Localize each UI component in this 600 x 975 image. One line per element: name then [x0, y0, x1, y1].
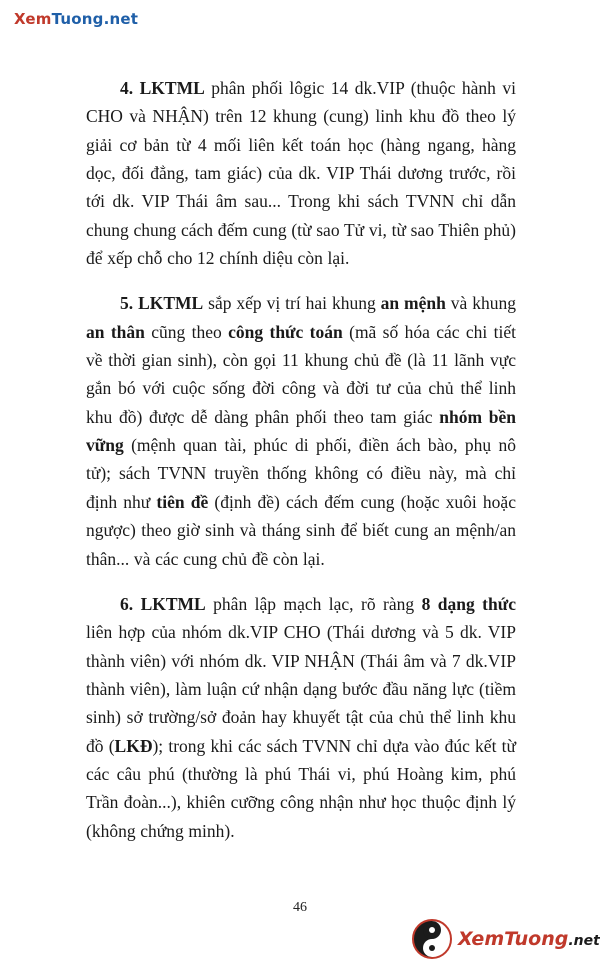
- emphasis-text: LKTML: [138, 293, 204, 314]
- body-text: (định đề) cách đếm cung (hoặc xuôi hoặc ngược) theo giờ sinh và tháng sinh để biết cung an mệnh/an thân... và các cung chủ đề còn lại.: [86, 491, 516, 569]
- logo-text: [458, 927, 600, 950]
- emphasis-text: nhóm bền vững: [86, 406, 516, 456]
- body-text: phân phối lôgic 14 dk.VIP (thuộc hành vi CHO và NHẬN) trên 12 khung (cung) linh khu đồ theo lý giải cơ bản từ 4 mối liên kết toán học (hàng ngang, hàng dọc, đối đẳng, tam giác) của dk. VIP Thái dương trước, rồi tới dk. VIP Thái âm sau... Trong khi sách TVNN chỉ dẫn chung chung cách đếm cung (từ sao Tử vi, từ sao Thiên phủ) để xếp chỗ cho 12 chính diệu còn lại.: [86, 78, 516, 269]
- body-text: sắp xếp vị trí hai khung: [203, 293, 381, 314]
- yinyang-icon: [412, 919, 452, 959]
- watermark-tuong: Tuong: [51, 10, 104, 28]
- emphasis-text: 4.: [120, 78, 140, 98]
- body-text: và khung: [445, 293, 516, 314]
- emphasis-text: LKTML: [140, 593, 206, 614]
- emphasis-text: 6.: [120, 593, 141, 614]
- emphasis-text: 5.: [120, 293, 139, 314]
- site-logo: [412, 916, 600, 962]
- body-text: ); trong khi các sách TVNN chỉ dựa vào đúc kết từ các câu phú (thường là phú Thái vi, phú Hoàng kim, phú Trần đoàn...), khiên cưỡng công nhận như học thuộc định lý (không chứng minh).: [86, 735, 516, 841]
- page-body: [86, 74, 516, 845]
- emphasis-text: LKTML: [139, 78, 205, 98]
- body-text: phân lập mạch lạc, rõ ràng: [205, 593, 422, 614]
- paragraph-6: [86, 590, 516, 845]
- body-text: (mệnh quan tài, phúc di phối, điền ách bào, phụ nô tử); sách TVNN truyền thống không có điều này, mà chỉ định như: [86, 435, 516, 512]
- paragraph-4: [86, 74, 516, 272]
- watermark-net: .net: [103, 10, 139, 28]
- page-number: 46: [293, 900, 307, 915]
- logo-xem: Xem: [458, 927, 505, 950]
- logo-tuong: Tuong: [504, 927, 569, 950]
- body-text: liên hợp của nhóm dk.VIP CHO (Thái dương và 5 dk. VIP thành viên) với nhóm dk. VIP NHẬN (Thái âm và 7 dk.VIP thành viên), làm luận cứ nhận dạng bước đầu năng lực (tiềm sinh) sở trường/sở đoản hay khuyết tật của chủ thể linh khu đồ (: [86, 622, 516, 756]
- emphasis-text: công thức toán: [228, 321, 343, 342]
- emphasis-text: tiên đề: [156, 491, 209, 512]
- logo-net: .net: [568, 932, 600, 949]
- emphasis-text: LKĐ: [114, 735, 153, 756]
- paragraph-5: [86, 289, 516, 572]
- yinyang-dot-light: [429, 927, 435, 933]
- body-text: cũng theo: [144, 321, 229, 342]
- watermark-top: [14, 10, 138, 28]
- body-text: (mã số hóa các chi tiết về thời gian sinh), còn gọi 11 khung chủ đề (là 11 lãnh vực gắn bó với cuộc sống đời công và đời tư của chủ thể linh khu đồ) được dễ dàng phân phối theo tam giác: [86, 321, 516, 427]
- emphasis-text: an mệnh: [380, 293, 446, 314]
- watermark-xem: Xem: [14, 10, 52, 28]
- emphasis-text: an thân: [86, 321, 145, 342]
- emphasis-text: 8 dạng thức: [421, 593, 516, 614]
- yinyang-dot-dark: [429, 945, 435, 951]
